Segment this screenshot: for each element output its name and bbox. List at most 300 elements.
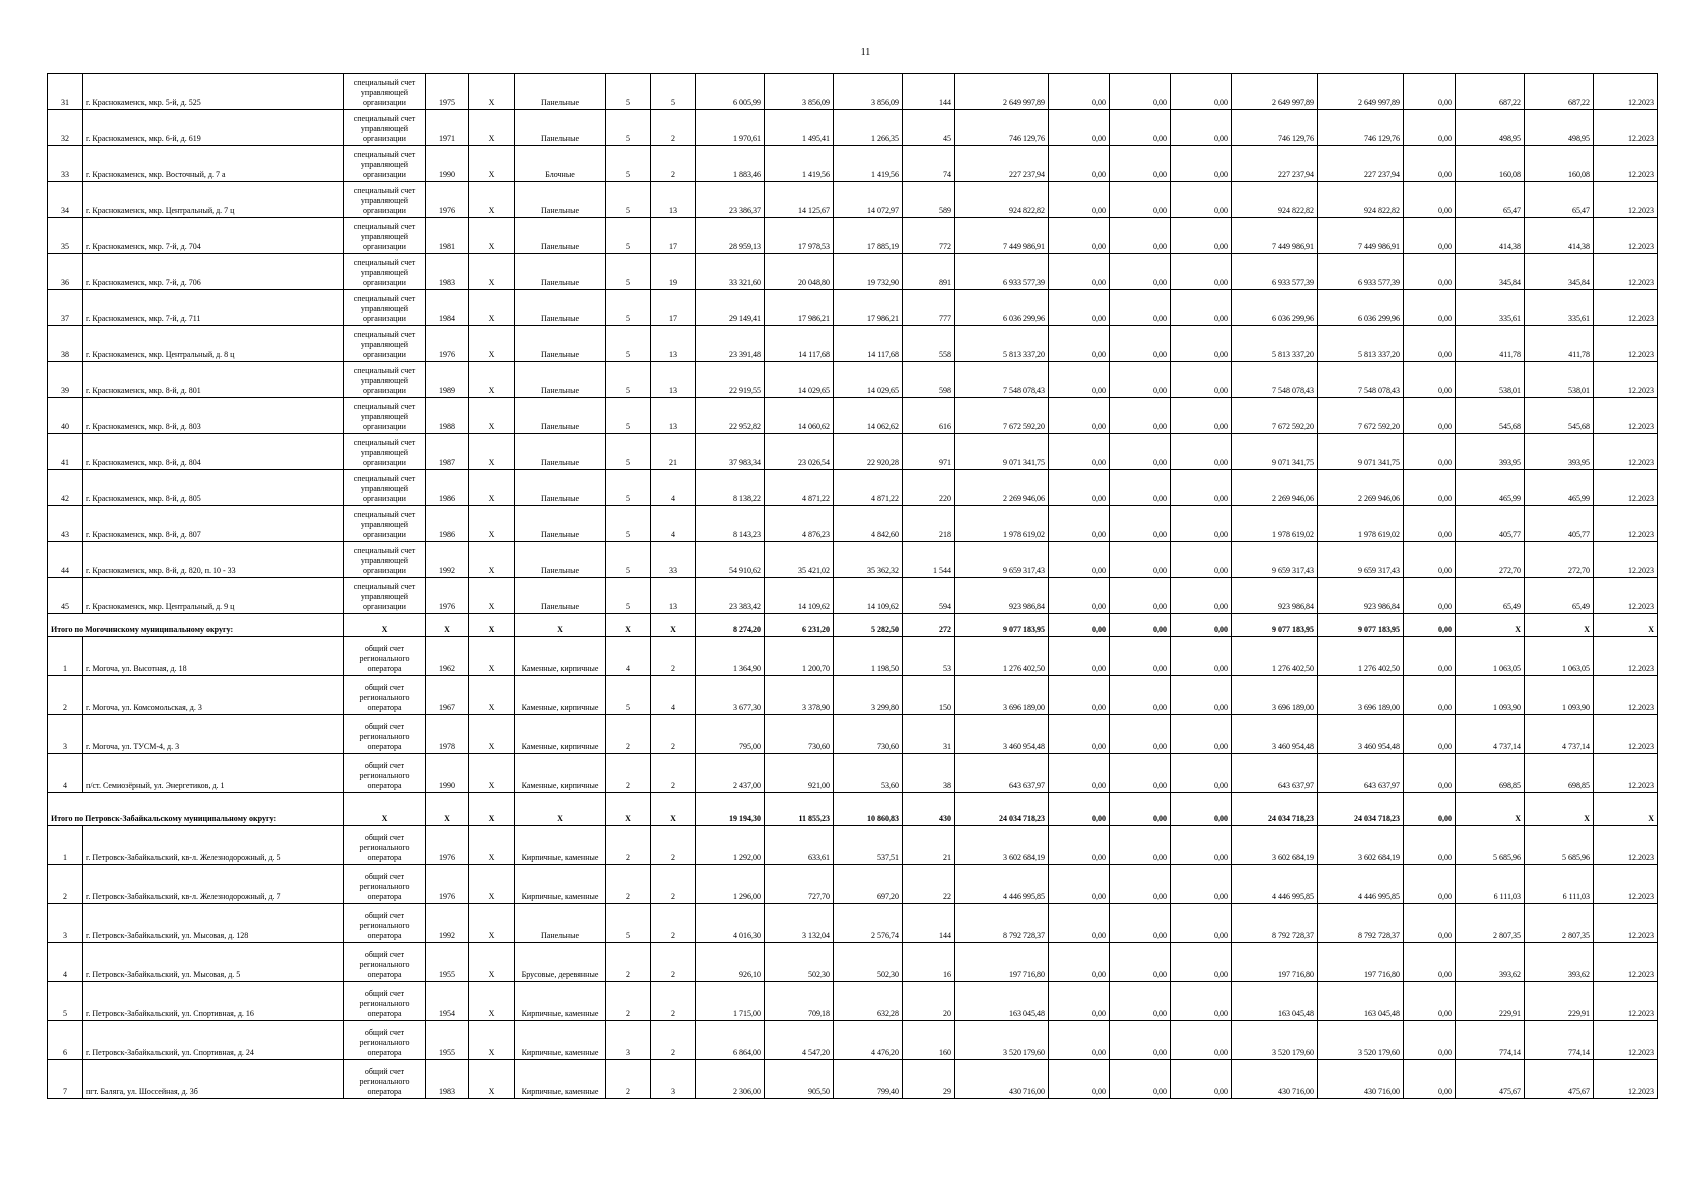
cell: 2 649 997,89 [1318, 74, 1404, 110]
cell: 5 [606, 362, 651, 398]
cell: 65,47 [1456, 182, 1525, 218]
cell: Кирпичные, каменные [515, 826, 606, 865]
cell: 10 860,83 [834, 793, 903, 826]
cell: 2 [651, 865, 696, 904]
cell: 14 029,65 [765, 362, 834, 398]
cell: 12.2023 [1594, 904, 1658, 943]
cell: 393,62 [1525, 943, 1594, 982]
cell: Х [469, 865, 515, 904]
cell: 905,50 [765, 1060, 834, 1099]
cell: 0,00 [1404, 398, 1456, 434]
cell: 0,00 [1110, 865, 1171, 904]
cell: 19 [651, 254, 696, 290]
cell: 538,01 [1525, 362, 1594, 398]
cell: 4 [651, 470, 696, 506]
cell: Кирпичные, каменные [515, 1060, 606, 1099]
cell: 0,00 [1110, 146, 1171, 182]
cell: 0,00 [1171, 326, 1232, 362]
cell: 4 842,60 [834, 506, 903, 542]
cell: 0,00 [1171, 146, 1232, 182]
cell: 0,00 [1171, 398, 1232, 434]
cell: 4 [651, 506, 696, 542]
table-row [48, 398, 1658, 434]
cell: 1 296,00 [696, 865, 765, 904]
cell: 1 093,90 [1456, 676, 1525, 715]
address-cell: г. Петровск-Забайкальский, ул. Мысовая, д. 128 [83, 904, 344, 943]
cell: Панельные [515, 182, 606, 218]
cell: 160,08 [1525, 146, 1594, 182]
cell: 345,84 [1456, 254, 1525, 290]
cell: 1992 [426, 904, 469, 943]
cell: Панельные [515, 326, 606, 362]
cell: 1 978 619,02 [1232, 506, 1318, 542]
cell: Панельные [515, 254, 606, 290]
cell: 0,00 [1404, 826, 1456, 865]
cell: 4 [606, 637, 651, 676]
cell: 14 109,62 [765, 578, 834, 614]
cell: Х [1456, 614, 1525, 637]
cell: 411,78 [1456, 326, 1525, 362]
cell: 0,00 [1049, 676, 1110, 715]
cell: 772 [903, 218, 955, 254]
cell: Х [469, 74, 515, 110]
cell: 12.2023 [1594, 826, 1658, 865]
cell: 0,00 [1171, 218, 1232, 254]
cell: 1967 [426, 676, 469, 715]
cell: 17 986,21 [834, 290, 903, 326]
cell: 3 696 189,00 [955, 676, 1049, 715]
cell: 20 048,80 [765, 254, 834, 290]
cell: 971 [903, 434, 955, 470]
cell: 5 685,96 [1525, 826, 1594, 865]
cell: Х [469, 1060, 515, 1099]
cell: общий счет регионального оператора [344, 715, 426, 754]
cell: 3 696 189,00 [1232, 676, 1318, 715]
cell: 0,00 [1171, 904, 1232, 943]
cell: 6 111,03 [1456, 865, 1525, 904]
cell: 1989 [426, 362, 469, 398]
cell: 1986 [426, 470, 469, 506]
cell: Х [469, 793, 515, 826]
cell: 150 [903, 676, 955, 715]
cell: 923 986,84 [955, 578, 1049, 614]
cell: 12.2023 [1594, 146, 1658, 182]
cell: Х [606, 793, 651, 826]
cell: 22 [903, 865, 955, 904]
cell: 29 [903, 1060, 955, 1099]
cell: 0,00 [1404, 676, 1456, 715]
cell: 2 [606, 754, 651, 793]
cell: 411,78 [1525, 326, 1594, 362]
cell: 0,00 [1110, 904, 1171, 943]
cell: 430 716,00 [1318, 1060, 1404, 1099]
cell: 5 [651, 74, 696, 110]
cell: 34 [48, 182, 83, 218]
cell: 5 813 337,20 [1232, 326, 1318, 362]
cell: 545,68 [1525, 398, 1594, 434]
table-row [48, 1060, 1658, 1099]
cell: 37 [48, 290, 83, 326]
cell: 0,00 [1049, 254, 1110, 290]
address-cell: г. Краснокаменск, мкр. 7-й, д. 706 [83, 254, 344, 290]
cell: 923 986,84 [1318, 578, 1404, 614]
cell: 2 [651, 754, 696, 793]
cell: 5 282,50 [834, 614, 903, 637]
cell: 0,00 [1110, 754, 1171, 793]
cell: 0,00 [1404, 506, 1456, 542]
table-row [48, 754, 1658, 793]
cell: 0,00 [1171, 865, 1232, 904]
cell: 0,00 [1049, 637, 1110, 676]
cell: 0,00 [1049, 218, 1110, 254]
cell: 2 576,74 [834, 904, 903, 943]
cell: 9 071 341,75 [1232, 434, 1318, 470]
table-row [48, 362, 1658, 398]
cell: специальный счет управляющей организации [344, 326, 426, 362]
cell: 1 063,05 [1525, 637, 1594, 676]
cell: 616 [903, 398, 955, 434]
cell: 0,00 [1110, 578, 1171, 614]
cell: 698,85 [1525, 754, 1594, 793]
cell: Х [1456, 793, 1525, 826]
cell: 0,00 [1171, 542, 1232, 578]
cell: общий счет регионального оператора [344, 1021, 426, 1060]
cell: 22 952,82 [696, 398, 765, 434]
cell: 0,00 [1404, 110, 1456, 146]
cell: 74 [903, 146, 955, 182]
cell: 0,00 [1404, 754, 1456, 793]
cell: Х [469, 754, 515, 793]
cell: 545,68 [1456, 398, 1525, 434]
cell: 2 [651, 110, 696, 146]
cell: 42 [48, 470, 83, 506]
address-cell: г. Краснокаменск, мкр. 8-й, д. 820, п. 10 - 33 [83, 542, 344, 578]
cell: 1 364,90 [696, 637, 765, 676]
cell: 1978 [426, 715, 469, 754]
cell: 13 [651, 578, 696, 614]
cell: 5 [48, 982, 83, 1021]
cell: Х [515, 793, 606, 826]
total-label: Итого по Могочинскому муниципальному округу: [48, 614, 344, 637]
cell: 0,00 [1404, 637, 1456, 676]
cell: 17 [651, 290, 696, 326]
cell: 54 910,62 [696, 542, 765, 578]
cell: 393,95 [1456, 434, 1525, 470]
cell: Х [469, 290, 515, 326]
cell: 3 602 684,19 [1318, 826, 1404, 865]
cell: специальный счет управляющей организации [344, 506, 426, 542]
cell: 0,00 [1404, 943, 1456, 982]
cell: 0,00 [1404, 182, 1456, 218]
cell: 3 460 954,48 [1318, 715, 1404, 754]
cell: 0,00 [1110, 943, 1171, 982]
cell: 3 856,09 [765, 74, 834, 110]
cell: 2 [651, 904, 696, 943]
cell: 1962 [426, 637, 469, 676]
cell: 0,00 [1110, 1021, 1171, 1060]
cell: Х [606, 614, 651, 637]
cell: 0,00 [1049, 1021, 1110, 1060]
table-row [48, 943, 1658, 982]
cell: 924 822,82 [1232, 182, 1318, 218]
cell: 3 856,09 [834, 74, 903, 110]
cell: 37 983,34 [696, 434, 765, 470]
cell: 5 [606, 398, 651, 434]
cell: 5 [606, 74, 651, 110]
cell: специальный счет управляющей организации [344, 218, 426, 254]
cell: 1 715,00 [696, 982, 765, 1021]
cell: специальный счет управляющей организации [344, 182, 426, 218]
cell: 0,00 [1049, 904, 1110, 943]
cell: 2 269 946,06 [955, 470, 1049, 506]
cell: 53 [903, 637, 955, 676]
cell: 0,00 [1110, 362, 1171, 398]
cell: 5 [606, 676, 651, 715]
cell: 0,00 [1404, 793, 1456, 826]
cell: 4 876,23 [765, 506, 834, 542]
cell: Каменные, кирпичные [515, 754, 606, 793]
cell: 430 716,00 [1232, 1060, 1318, 1099]
cell: 1986 [426, 506, 469, 542]
cell: 3 677,30 [696, 676, 765, 715]
cell: 1976 [426, 182, 469, 218]
cell: специальный счет управляющей организации [344, 578, 426, 614]
cell: 1987 [426, 434, 469, 470]
cell: 0,00 [1171, 506, 1232, 542]
cell: 498,95 [1456, 110, 1525, 146]
cell: 5 [606, 506, 651, 542]
cell: 229,91 [1525, 982, 1594, 1021]
cell: 12.2023 [1594, 506, 1658, 542]
cell: 0,00 [1049, 290, 1110, 326]
cell: 8 792 728,37 [1318, 904, 1404, 943]
cell: Панельные [515, 218, 606, 254]
cell: 345,84 [1525, 254, 1594, 290]
cell: Кирпичные, каменные [515, 982, 606, 1021]
cell: 0,00 [1049, 754, 1110, 793]
cell: 13 [651, 326, 696, 362]
cell: 33 [651, 542, 696, 578]
cell: Блочные [515, 146, 606, 182]
cell: 22 920,28 [834, 434, 903, 470]
cell: 0,00 [1049, 110, 1110, 146]
cell: 2 [651, 943, 696, 982]
address-cell: г. Краснокаменск, мкр. 8-й, д. 807 [83, 506, 344, 542]
cell: 5 [606, 110, 651, 146]
total-label: Итого по Петровск-Забайкальскому муниципальному округу: [48, 793, 344, 826]
cell: 5 813 337,20 [1318, 326, 1404, 362]
cell: 730,60 [765, 715, 834, 754]
cell: 0,00 [1404, 326, 1456, 362]
cell: 7 449 986,91 [1232, 218, 1318, 254]
cell: 32 [48, 110, 83, 146]
cell: 7 548 078,43 [1318, 362, 1404, 398]
cell: 1983 [426, 1060, 469, 1099]
cell: 38 [48, 326, 83, 362]
cell: 746 129,76 [1232, 110, 1318, 146]
cell: 8 792 728,37 [955, 904, 1049, 943]
table-row [48, 110, 1658, 146]
cell: общий счет регионального оператора [344, 676, 426, 715]
cell: 799,40 [834, 1060, 903, 1099]
cell: 220 [903, 470, 955, 506]
cell: 537,51 [834, 826, 903, 865]
cell: Х [344, 793, 426, 826]
cell: 698,85 [1456, 754, 1525, 793]
cell: 2 807,35 [1525, 904, 1594, 943]
cell: 0,00 [1110, 715, 1171, 754]
cell: 35 362,32 [834, 542, 903, 578]
cell: 0,00 [1110, 982, 1171, 1021]
table-row [48, 1021, 1658, 1060]
cell: Х [469, 470, 515, 506]
cell: 33 [48, 146, 83, 182]
cell: Панельные [515, 470, 606, 506]
cell: Х [426, 793, 469, 826]
cell: 23 386,37 [696, 182, 765, 218]
cell: Кирпичные, каменные [515, 1021, 606, 1060]
cell: 1 [48, 637, 83, 676]
cell: 0,00 [1171, 434, 1232, 470]
cell: 1 266,35 [834, 110, 903, 146]
cell: 2 [48, 865, 83, 904]
cell: 33 321,60 [696, 254, 765, 290]
cell: 9 077 183,95 [1318, 614, 1404, 637]
page-number: 11 [860, 47, 871, 58]
cell: 38 [903, 754, 955, 793]
address-cell: п/ст. Семиозёрный, ул. Энергетиков, д. 1 [83, 754, 344, 793]
cell: 4 871,22 [765, 470, 834, 506]
cell: 12.2023 [1594, 218, 1658, 254]
cell: 43 [48, 506, 83, 542]
cell: 335,61 [1456, 290, 1525, 326]
table-row [48, 434, 1658, 470]
cell: 0,00 [1171, 754, 1232, 793]
address-cell: г. Петровск-Забайкальский, ул. Спортивная, д. 24 [83, 1021, 344, 1060]
address-cell: г. Петровск-Забайкальский, кв-л. Железнодорожный, д. 7 [83, 865, 344, 904]
cell: 1992 [426, 542, 469, 578]
cell: общий счет регионального оператора [344, 982, 426, 1021]
cell: 2 [651, 637, 696, 676]
cell: 2 807,35 [1456, 904, 1525, 943]
cell: 0,00 [1404, 982, 1456, 1021]
address-cell: г. Краснокаменск, мкр. 7-й, д. 704 [83, 218, 344, 254]
cell: 6 933 577,39 [955, 254, 1049, 290]
cell: 12.2023 [1594, 434, 1658, 470]
cell: 0,00 [1049, 74, 1110, 110]
table-row [48, 982, 1658, 1021]
cell: 40 [48, 398, 83, 434]
cell: Х [1525, 793, 1594, 826]
cell: 36 [48, 254, 83, 290]
cell: 3 602 684,19 [1232, 826, 1318, 865]
cell: Х [469, 826, 515, 865]
cell: 774,14 [1456, 1021, 1525, 1060]
cell: 0,00 [1171, 110, 1232, 146]
cell: 7 672 592,20 [955, 398, 1049, 434]
cell: 924 822,82 [1318, 182, 1404, 218]
cell: 19 732,90 [834, 254, 903, 290]
cell: 7 548 078,43 [1232, 362, 1318, 398]
cell: 12.2023 [1594, 982, 1658, 1021]
cell: 1976 [426, 865, 469, 904]
cell: 41 [48, 434, 83, 470]
cell: 35 [48, 218, 83, 254]
cell: 1990 [426, 146, 469, 182]
cell: Каменные, кирпичные [515, 676, 606, 715]
cell: 0,00 [1404, 218, 1456, 254]
cell: Х [469, 943, 515, 982]
cell: 1 276 402,50 [955, 637, 1049, 676]
cell: 7 548 078,43 [955, 362, 1049, 398]
cell: 12.2023 [1594, 398, 1658, 434]
cell: специальный счет управляющей организации [344, 74, 426, 110]
cell: Панельные [515, 74, 606, 110]
cell: 160 [903, 1021, 955, 1060]
cell: 502,30 [765, 943, 834, 982]
table-row [48, 542, 1658, 578]
address-cell: г. Краснокаменск, мкр. Восточный, д. 7 а [83, 146, 344, 182]
cell: 5 813 337,20 [955, 326, 1049, 362]
cell: 17 986,21 [765, 290, 834, 326]
cell: 594 [903, 578, 955, 614]
cell: 2 [606, 1060, 651, 1099]
cell: 0,00 [1404, 542, 1456, 578]
cell: 921,00 [765, 754, 834, 793]
cell: 1955 [426, 943, 469, 982]
cell: Х [469, 715, 515, 754]
cell: Х [426, 614, 469, 637]
cell: 0,00 [1110, 637, 1171, 676]
cell: 229,91 [1456, 982, 1525, 1021]
cell: 4 547,20 [765, 1021, 834, 1060]
cell: 643 637,97 [1318, 754, 1404, 793]
table-body [48, 74, 1658, 1099]
cell: Х [469, 542, 515, 578]
cell: 7 672 592,20 [1232, 398, 1318, 434]
cell: 2 [48, 676, 83, 715]
table-row [48, 637, 1658, 676]
cell: 1 276 402,50 [1318, 637, 1404, 676]
cell: 0,00 [1171, 74, 1232, 110]
cell: 7 672 592,20 [1318, 398, 1404, 434]
cell: Х [469, 676, 515, 715]
cell: 0,00 [1171, 826, 1232, 865]
cell: 1981 [426, 218, 469, 254]
cell: 12.2023 [1594, 254, 1658, 290]
cell: 1984 [426, 290, 469, 326]
cell: 9 077 183,95 [955, 614, 1049, 637]
cell: 0,00 [1171, 982, 1232, 1021]
cell: 0,00 [1404, 715, 1456, 754]
cell: общий счет регионального оператора [344, 1060, 426, 1099]
cell: 465,99 [1456, 470, 1525, 506]
cell: 1 544 [903, 542, 955, 578]
cell: 0,00 [1404, 146, 1456, 182]
cell: 6 933 577,39 [1232, 254, 1318, 290]
cell: 13 [651, 182, 696, 218]
cell: Кирпичные, каменные [515, 865, 606, 904]
cell: 3 132,04 [765, 904, 834, 943]
cell: 1 978 619,02 [1318, 506, 1404, 542]
cell: 1976 [426, 578, 469, 614]
cell: 11 855,23 [765, 793, 834, 826]
cell: общий счет регионального оператора [344, 637, 426, 676]
cell: 5 [606, 290, 651, 326]
cell: 6 005,99 [696, 74, 765, 110]
cell: 14 072,97 [834, 182, 903, 218]
cell: 475,67 [1456, 1060, 1525, 1099]
